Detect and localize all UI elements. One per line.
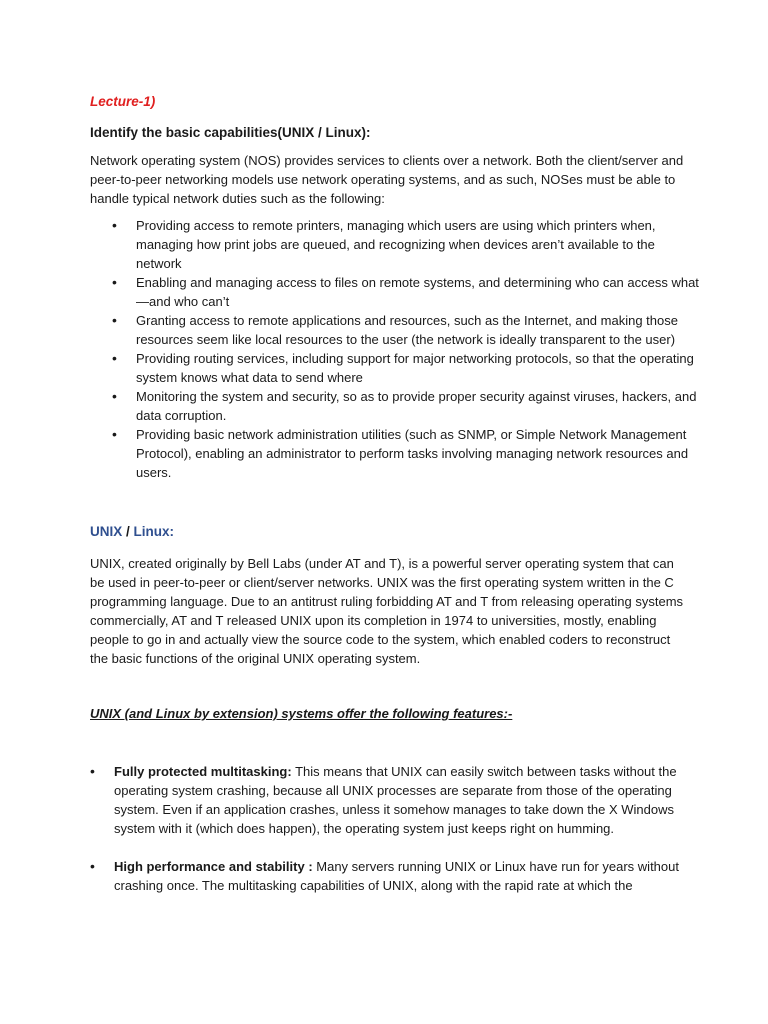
feature-term: High performance and stability : bbox=[114, 859, 313, 874]
feature-term: Fully protected multitasking: bbox=[114, 764, 292, 779]
list-item: • Granting access to remote applications and resources, such as the Internet, and making those resources seem like local resources to the user (the network is ideally transparent to the user) bbox=[112, 311, 702, 349]
list-item bbox=[90, 762, 690, 838]
unix-heading-slash: / bbox=[126, 524, 130, 539]
feature-text: Many servers running UNIX or Linux have run for years without crashing once. The multitasking capabilities of UNIX, along with the rapid rate at which the bbox=[114, 859, 679, 893]
unix-paragraph: UNIX, created originally by Bell Labs (under AT and T), is a powerful server operating system that can be used in peer-to-peer or client/server networks. UNIX was the first operating system written in the C programming language. Due to an antitrust ruling forbidding AT and T from releasing operating systems commercially, AT and T released UNIX upon its completion in 1974 to universities, mostly, enabling people to go in and actually view the source code to the system, which enabled coders to reconstruct the basic functions of the original UNIX operating system. bbox=[90, 556, 684, 666]
feature-text: This means that UNIX can easily switch between tasks without the operating system crashing, because all UNIX processes are separate from those of the operating system. Even if an application crashes, unless it somehow manages to take down the X Windows system with it (which does happen), the operating system just keeps right on humming. bbox=[114, 764, 677, 836]
capabilities-heading: Identify the basic capabilities(UNIX / Linux): bbox=[90, 125, 371, 140]
list-item: • Monitoring the system and security, so as to provide proper security against viruses, hackers, and data corruption. bbox=[112, 387, 702, 425]
list-item: • Providing basic network administration utilities (such as SNMP, or Simple Network Management Protocol), enabling an administrator to perform tasks involving managing network resources and users. bbox=[112, 425, 702, 482]
features-list bbox=[90, 762, 690, 914]
list-item: • Enabling and managing access to files on remote systems, and determining who can access what—and who can’t bbox=[112, 273, 702, 311]
list-item: • Providing routing services, including support for major networking protocols, so that the operating system knows what data to send where bbox=[112, 349, 702, 387]
unix-heading-part: UNIX bbox=[90, 524, 127, 539]
lecture-label: Lecture-1) bbox=[90, 94, 156, 109]
nos-duties-list bbox=[112, 216, 702, 482]
linux-heading-part: Linux: bbox=[129, 524, 175, 539]
intro-paragraph: Network operating system (NOS) provides services to clients over a network. Both the client/server and peer-to-peer networking models use network operating systems, and as such, NOSes must be able to handle typical network duties such as the following: bbox=[90, 153, 684, 206]
unix-linux-heading bbox=[90, 522, 174, 541]
features-heading: UNIX (and Linux by extension) systems offer the following features:- bbox=[90, 706, 513, 721]
list-item: • Providing access to remote printers, managing which users are using which printers when, managing how print jobs are queued, and recognizing when devices aren’t available to the network bbox=[112, 216, 702, 273]
list-item bbox=[90, 857, 690, 895]
